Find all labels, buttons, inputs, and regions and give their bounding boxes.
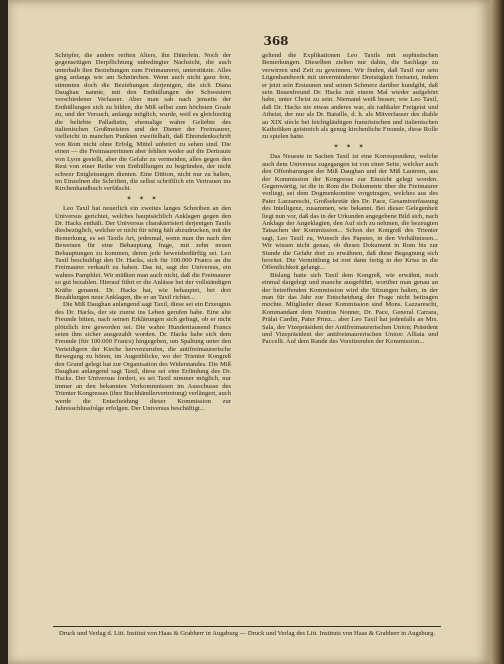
imprint-footer: Druck und Verlag d. Litt. Institut von Haas & Grabherr in Augsburg — Druck und Verlag des Litt. Instituts von Haas & Grabherr in Augsburg. [58,630,436,637]
left-column [55,52,231,620]
right-paragraph-1: geltend die Explikationen Leo Taxils mit sophistischen Bemerkungen. Dieselben zielten nur dahin, die Sachlage zu verwirren und Zeit zu gewinnen. Wir finden, daß Taxil nur sein Lügenhandwerk mit unverminderter Dreistigkeit fortsetzt, indem er jetzt sein Erstaunen und seinen Schmerz darüber kundgibt, daß sein Busenfreund Dr. Hacks mit einem Mal wieder aufgehört habe, unter Christ zu sein. Niemand weiß besser, wie Leo Taxil, daß Dr. Hacks nie etwas anderes war, als radikaler Freigeist und Atheist, der nur als Dr. Bataille, d. h. als Mitverfasser des diable au XIX siècle bei leichtgläubigen französischen und italienischen Katholiken geistreich als genug kirchenliche Freunde, diese Rolle zu spielen hatte. [262,52,438,141]
book-page [8,0,490,664]
page-number: 368 [263,34,289,48]
right-column [262,52,438,620]
left-paragraph-1: Schöpfer, die andere reiften Alters, ihn Däterlein. Noch der gegenseitigen Derpflichtung unbedingter Nachsicht, die auch unterhalb ihre Beziehungen zum Freimaurerei, unterstützte. Alles ging anfangs wie am Schnürchen. Wenn auch nicht ganz fein, stimmten doch die Beziehungen derjenigen, die sich Diana Daughan nannte, mit den Enthüllungen der Schwestern verschiedener Verfasser. Aber man sah nach jenseits der Enthüllungen sich zu bilden, die Miß selbst zum höchsten Grade zu, und der Versuch, anfangs möglich, wurde, weil es gleichzeitig die beliebte Palladistin, ehemalige wahre Geliebte des italienischen Großmeisters und der Diener der Freimaurer, vielleicht in manchen Punkten zweifelhaft, daß Ehrendenkschrift von Rom nicht ohne Erfolg, Mittel unbeirrt zu sehen sind. Die einen — die Freimaurerinnen aber fehlten weder auf die Dertraute von Lyon gestellt, aber die Gefahr zu vermeiden, alles gegen den Rest von einer Reihe von Enthüllungen zu begründen, der nicht schwer Entgleisungen dienten. Eine Dittion, nicht nur zu halten, im Einzelnen die Schriften, die selbst schriftlich ein Vertrauen ins Kirchenhandbuch verfälscht. [55,52,231,193]
page-edge-shadow [490,0,504,664]
right-paragraph-3: Bislang hatte sich Taxil dem Kongreß, wie erwähnt, noch einmal dargelegt und manche ausgeführt, worüber man genau an der betreffenden Kommission wird die Sitzungen halten, in der man für das Jahr zur Entscheidung der Frage nicht beitragen mochte. Mitglieder dieser Kommission sind Mons. Lazzareschi, Kommandant dem Nuntius Nonner, Dr. Pace, General Carrara, Prälat Cardin, Pater Prinz... aber Leo Taxil hat jedenfalls an Mrs. Sala, der Vizepräsident der Antifreimaurerischen Union; Präsident und Vizepräsident der antifreimaurerischen Union: Alliata und Paccelli. Auf dem Rande des Vorsitzenden der Kommission... [262,271,438,346]
left-paragraph-3: Die Miß Daughan anlangend sagt Taxil, diese sei ein Erzeugnis des Dr. Hacks, der sie zuerst ins Leben gerufen habe. Eine alte Freunde bitten, nach seinen Erklärungen sich gefragt, ob er nicht plötzlich irre geworden sei. Die wahre Hunderttausend Francs seien ihm sicher ausgezahlt worden. Dr. Hacks habe sich dem Freunde (für 100.000 Francs) hingegeben, um Spaltung unter den Verteidigern der Kirche hervorzurufen, die antifreimaurerische Bewegung zu hören, im Augenblicke, wo der Trienter Kongreß den Grund gelegt hat zur Organisation des Widerstandes. Die Miß Daughan anlangend sagt Taxil, diese sei eine Erfindung des Dr. Hacks. Der Universus fordert, es sei Taxil nimmer möglich, nur immer an den bekannten Vorkommnissen im Ausschusse des Trienter Kongresses (ihre Buchhändlervertretung) verlängert, auch werde die Entscheidung dieser Kommission zur Jahresschlussfolge erfolgen. Der Universus beschäftigt... [55,301,231,413]
footer-rule [53,626,441,627]
left-paragraph-2: Leo Taxil hat neuerlich ein zweites langes Schreiben an den Universus gerichtet, welches hauptsächlich Anklagen gegen den Dr. Hacks enthält. Der Universus charakterisiert derjenigen Taxils diesbezüglich, welcher er nicht für nötig hält abzudrucken, mit der Bemerkung, es sei Taxils Art, jedesmal, wenn man ihn nach den Beweisen für eine Behauptung frage, mit zehn neuen Behauptungen zu kommen, deren jede beweisbedürftig sei. Leo Taxil beschuldigt den Dr. Hacks, sich für 100.000 Francs an die Freimaurer verkauft zu haben. Das ist, sagt der Universus, ein wahres Pamphlet. Wir müßten man auch nicht, daß die Freimaurer so gut bezahlen. Hierauf führt er die Anlässe bei der vollständigen Kräfte genannt. Dr. Hacks hat, wie behauptet, bei drei Bezahlungen neue Anklagen, die er an Taxil richtet... [55,205,231,301]
right-paragraph-2: Das Neueste in Sachen Taxil ist eine Korrespondenz, welche auch dem Universus zugegangen ist von einer Seite, welcher auch den Offenbarungen der Miß Daughan und der Miß Lautrem, aus der Kommission der Kongresse zur Einsicht gelegt worden. Gegenwärtig, ist die in Rom die Dokumente über die Freimaurer vorliegt, sei dem Dogmenkomitee vorgetragen, welches aus des Pater Lazzareschi, Großsekretär des Dr. Pace, Gesamtverfassung des Intelligenz, zusammen, wie bekannt. Bei dieser Gelegenheit liegt nun vor, daß das in der Urkunden angegebene Bild sich, nach Anklage der Angeklagten, den Auf sich zu nehmen, die bezeugten Tatsachen der Kommission... Schon der Kongreß des Trienter sagt, Leo Taxil zu, Wunsch des Papstes, in den Verhältnissen... Wir wissen nicht genau, ob dieses Dokument in Rom bis zur Stunde die Gefahr dort zu erwähnen, daß diese Begegnung sich bereitet. Die Vermittlung ist erst dann fertig in der Krise in die Öffentlichkeit gelangt... [262,153,438,272]
section-separator: ✶ ✶ ✶ [333,143,367,150]
section-separator: ✶ ✶ ✶ [126,195,160,202]
